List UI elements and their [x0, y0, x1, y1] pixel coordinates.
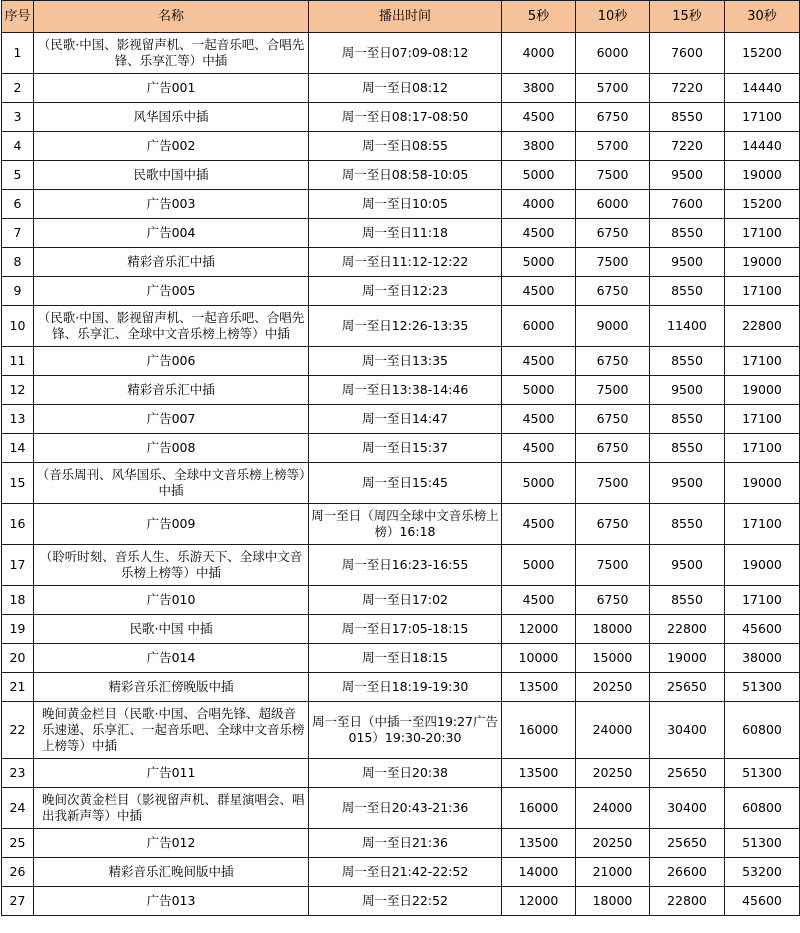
- cell-no: 27: [2, 887, 34, 916]
- cell-name: 民歌·中国 中插: [34, 615, 309, 644]
- header-15s: 15秒: [650, 1, 725, 33]
- cell-s10: 6750: [576, 347, 650, 376]
- cell-s15: 7220: [650, 132, 725, 161]
- cell-s5: 4500: [502, 347, 576, 376]
- cell-no: 7: [2, 219, 34, 248]
- table-row: [2, 586, 800, 615]
- table-row: [2, 858, 800, 887]
- cell-name: 精彩音乐汇中插: [34, 248, 309, 277]
- cell-s30: 17100: [725, 219, 800, 248]
- table-row: [2, 33, 800, 74]
- cell-time: 周一至日12:26-13:35: [309, 306, 502, 347]
- table-row: [2, 829, 800, 858]
- cell-s10: 6750: [576, 504, 650, 545]
- cell-name: 广告006: [34, 347, 309, 376]
- ad-rate-table: [1, 0, 800, 916]
- header-5s: 5秒: [502, 1, 576, 33]
- header-30s: 30秒: [725, 1, 800, 33]
- cell-s10: 20250: [576, 759, 650, 788]
- cell-s15: 8550: [650, 405, 725, 434]
- cell-s30: 19000: [725, 545, 800, 586]
- cell-s5: 10000: [502, 644, 576, 673]
- cell-no: 11: [2, 347, 34, 376]
- cell-s30: 17100: [725, 434, 800, 463]
- cell-s30: 38000: [725, 644, 800, 673]
- cell-s5: 5000: [502, 161, 576, 190]
- cell-s5: 4500: [502, 103, 576, 132]
- cell-no: 22: [2, 702, 34, 759]
- cell-name: 广告002: [34, 132, 309, 161]
- table-row: [2, 306, 800, 347]
- cell-no: 6: [2, 190, 34, 219]
- cell-no: 1: [2, 33, 34, 74]
- cell-s10: 6750: [576, 434, 650, 463]
- table-row: [2, 545, 800, 586]
- cell-s5: 12000: [502, 887, 576, 916]
- cell-no: 15: [2, 463, 34, 504]
- cell-name: 晚间次黄金栏目（影视留声机、群星演唱会、唱出我新声等）中插: [34, 788, 309, 829]
- cell-s30: 17100: [725, 405, 800, 434]
- table-row: [2, 644, 800, 673]
- cell-s30: 17100: [725, 103, 800, 132]
- cell-time: 周一至日08:17-08:50: [309, 103, 502, 132]
- cell-time: 周一至日（周四全球中文音乐榜上榜）16:18: [309, 504, 502, 545]
- header-row: [2, 1, 800, 33]
- cell-s10: 6750: [576, 277, 650, 306]
- cell-s30: 14440: [725, 132, 800, 161]
- cell-s15: 9500: [650, 545, 725, 586]
- cell-s5: 4000: [502, 190, 576, 219]
- cell-s10: 5700: [576, 132, 650, 161]
- cell-s15: 11400: [650, 306, 725, 347]
- cell-s15: 8550: [650, 277, 725, 306]
- cell-name: 广告009: [34, 504, 309, 545]
- cell-s5: 14000: [502, 858, 576, 887]
- cell-time: 周一至日14:47: [309, 405, 502, 434]
- cell-s15: 8550: [650, 504, 725, 545]
- cell-no: 5: [2, 161, 34, 190]
- cell-no: 9: [2, 277, 34, 306]
- table-row: [2, 248, 800, 277]
- cell-s5: 13500: [502, 673, 576, 702]
- table-row: [2, 132, 800, 161]
- cell-s5: 5000: [502, 376, 576, 405]
- cell-s10: 20250: [576, 673, 650, 702]
- cell-s15: 26600: [650, 858, 725, 887]
- cell-s15: 9500: [650, 161, 725, 190]
- cell-name: 精彩音乐汇晚间版中插: [34, 858, 309, 887]
- cell-name: 广告012: [34, 829, 309, 858]
- table-body: [2, 33, 800, 916]
- cell-s30: 17100: [725, 277, 800, 306]
- cell-time: 周一至日17:02: [309, 586, 502, 615]
- cell-time: 周一至日08:12: [309, 74, 502, 103]
- cell-time: 周一至日20:43-21:36: [309, 788, 502, 829]
- cell-s10: 15000: [576, 644, 650, 673]
- cell-no: 16: [2, 504, 34, 545]
- cell-name: 广告007: [34, 405, 309, 434]
- cell-no: 24: [2, 788, 34, 829]
- cell-s5: 4500: [502, 504, 576, 545]
- table-row: [2, 161, 800, 190]
- cell-no: 14: [2, 434, 34, 463]
- cell-name: 广告001: [34, 74, 309, 103]
- cell-s30: 19000: [725, 376, 800, 405]
- cell-time: 周一至日（中插一至四19:27广告015）19:30-20:30: [309, 702, 502, 759]
- cell-s30: 51300: [725, 829, 800, 858]
- cell-name: 广告014: [34, 644, 309, 673]
- cell-s30: 51300: [725, 673, 800, 702]
- cell-s5: 13500: [502, 829, 576, 858]
- cell-no: 10: [2, 306, 34, 347]
- cell-s15: 25650: [650, 673, 725, 702]
- cell-s30: 60800: [725, 702, 800, 759]
- cell-s15: 7600: [650, 190, 725, 219]
- cell-s10: 7500: [576, 248, 650, 277]
- cell-s15: 9500: [650, 376, 725, 405]
- cell-time: 周一至日10:05: [309, 190, 502, 219]
- cell-time: 周一至日13:35: [309, 347, 502, 376]
- table-row: [2, 376, 800, 405]
- cell-s5: 6000: [502, 306, 576, 347]
- cell-s5: 4500: [502, 405, 576, 434]
- table-row: [2, 788, 800, 829]
- cell-no: 17: [2, 545, 34, 586]
- cell-time: 周一至日18:15: [309, 644, 502, 673]
- cell-s15: 19000: [650, 644, 725, 673]
- cell-s10: 6000: [576, 33, 650, 74]
- cell-s15: 7600: [650, 33, 725, 74]
- cell-s15: 22800: [650, 887, 725, 916]
- header-name: 名称: [34, 1, 309, 33]
- cell-name: 民歌中国中插: [34, 161, 309, 190]
- cell-s5: 5000: [502, 463, 576, 504]
- cell-s15: 9500: [650, 463, 725, 504]
- cell-s30: 45600: [725, 887, 800, 916]
- cell-time: 周一至日18:19-19:30: [309, 673, 502, 702]
- cell-no: 21: [2, 673, 34, 702]
- table-row: [2, 887, 800, 916]
- cell-s10: 24000: [576, 702, 650, 759]
- cell-s30: 17100: [725, 504, 800, 545]
- cell-s10: 18000: [576, 887, 650, 916]
- cell-s15: 7220: [650, 74, 725, 103]
- cell-name: （聆听时刻、音乐人生、乐游天下、全球中文音乐榜上榜等）中插: [34, 545, 309, 586]
- cell-s15: 9500: [650, 248, 725, 277]
- cell-no: 26: [2, 858, 34, 887]
- cell-no: 2: [2, 74, 34, 103]
- cell-s15: 8550: [650, 103, 725, 132]
- cell-s15: 30400: [650, 788, 725, 829]
- cell-name: 广告011: [34, 759, 309, 788]
- cell-s10: 18000: [576, 615, 650, 644]
- cell-name: 广告003: [34, 190, 309, 219]
- cell-name: 精彩音乐汇傍晚版中插: [34, 673, 309, 702]
- cell-time: 周一至日22:52: [309, 887, 502, 916]
- cell-s30: 17100: [725, 347, 800, 376]
- cell-no: 4: [2, 132, 34, 161]
- cell-s15: 8550: [650, 347, 725, 376]
- cell-time: 周一至日12:23: [309, 277, 502, 306]
- cell-s10: 7500: [576, 463, 650, 504]
- cell-no: 13: [2, 405, 34, 434]
- header-no: 序号: [2, 1, 34, 33]
- cell-no: 19: [2, 615, 34, 644]
- table-row: [2, 74, 800, 103]
- table-row: [2, 759, 800, 788]
- cell-s10: 9000: [576, 306, 650, 347]
- header-time: 播出时间: [309, 1, 502, 33]
- cell-s5: 5000: [502, 545, 576, 586]
- cell-s30: 45600: [725, 615, 800, 644]
- cell-name: （民歌·中国、影视留声机、一起音乐吧、合唱先锋、乐享汇等）中插: [34, 33, 309, 74]
- cell-s5: 4500: [502, 277, 576, 306]
- cell-s10: 7500: [576, 161, 650, 190]
- cell-name: （音乐周刊、风华国乐、全球中文音乐榜上榜等）中插: [34, 463, 309, 504]
- cell-s5: 16000: [502, 788, 576, 829]
- cell-time: 周一至日08:55: [309, 132, 502, 161]
- cell-s5: 4500: [502, 434, 576, 463]
- table-row: [2, 190, 800, 219]
- cell-s5: 4500: [502, 219, 576, 248]
- cell-s5: 4500: [502, 586, 576, 615]
- table-row: [2, 463, 800, 504]
- cell-s30: 14440: [725, 74, 800, 103]
- cell-name: 风华国乐中插: [34, 103, 309, 132]
- cell-s15: 8550: [650, 219, 725, 248]
- cell-name: 广告010: [34, 586, 309, 615]
- cell-s30: 19000: [725, 463, 800, 504]
- cell-s15: 22800: [650, 615, 725, 644]
- cell-no: 3: [2, 103, 34, 132]
- cell-time: 周一至日13:38-14:46: [309, 376, 502, 405]
- table-row: [2, 277, 800, 306]
- table-row: [2, 673, 800, 702]
- cell-s10: 6750: [576, 586, 650, 615]
- cell-s30: 60800: [725, 788, 800, 829]
- header-10s: 10秒: [576, 1, 650, 33]
- table-row: [2, 103, 800, 132]
- cell-name: 广告013: [34, 887, 309, 916]
- cell-s30: 15200: [725, 33, 800, 74]
- cell-s15: 25650: [650, 829, 725, 858]
- cell-time: 周一至日15:45: [309, 463, 502, 504]
- cell-time: 周一至日21:42-22:52: [309, 858, 502, 887]
- cell-s10: 6750: [576, 103, 650, 132]
- table-row: [2, 434, 800, 463]
- cell-s30: 51300: [725, 759, 800, 788]
- cell-name: 精彩音乐汇中插: [34, 376, 309, 405]
- cell-s15: 25650: [650, 759, 725, 788]
- cell-s5: 13500: [502, 759, 576, 788]
- cell-s30: 15200: [725, 190, 800, 219]
- cell-s15: 30400: [650, 702, 725, 759]
- cell-no: 8: [2, 248, 34, 277]
- cell-name: 晚间黄金栏目（民歌·中国、合唱先锋、超级音乐速递、乐享汇、一起音乐吧、全球中文音乐榜上榜等）中插: [34, 702, 309, 759]
- cell-s10: 7500: [576, 376, 650, 405]
- cell-time: 周一至日11:12-12:22: [309, 248, 502, 277]
- table-row: [2, 405, 800, 434]
- cell-name: 广告004: [34, 219, 309, 248]
- cell-no: 12: [2, 376, 34, 405]
- cell-s5: 3800: [502, 74, 576, 103]
- cell-s10: 20250: [576, 829, 650, 858]
- cell-s10: 6000: [576, 190, 650, 219]
- cell-s10: 6750: [576, 405, 650, 434]
- cell-s30: 19000: [725, 161, 800, 190]
- cell-s10: 6750: [576, 219, 650, 248]
- cell-name: 广告005: [34, 277, 309, 306]
- cell-s5: 16000: [502, 702, 576, 759]
- cell-time: 周一至日11:18: [309, 219, 502, 248]
- cell-s5: 12000: [502, 615, 576, 644]
- cell-time: 周一至日08:58-10:05: [309, 161, 502, 190]
- cell-s15: 8550: [650, 434, 725, 463]
- table-row: [2, 219, 800, 248]
- cell-s10: 5700: [576, 74, 650, 103]
- cell-s30: 22800: [725, 306, 800, 347]
- cell-time: 周一至日20:38: [309, 759, 502, 788]
- cell-no: 20: [2, 644, 34, 673]
- cell-no: 23: [2, 759, 34, 788]
- cell-s5: 5000: [502, 248, 576, 277]
- cell-name: （民歌·中国、影视留声机、一起音乐吧、合唱先锋、乐享汇、全球中文音乐榜上榜等）中插: [34, 306, 309, 347]
- cell-time: 周一至日07:09-08:12: [309, 33, 502, 74]
- table-row: [2, 615, 800, 644]
- cell-s10: 21000: [576, 858, 650, 887]
- cell-no: 25: [2, 829, 34, 858]
- cell-s10: 7500: [576, 545, 650, 586]
- cell-time: 周一至日16:23-16:55: [309, 545, 502, 586]
- cell-s5: 3800: [502, 132, 576, 161]
- table-row: [2, 504, 800, 545]
- cell-no: 18: [2, 586, 34, 615]
- table-row: [2, 347, 800, 376]
- cell-s30: 19000: [725, 248, 800, 277]
- cell-s15: 8550: [650, 586, 725, 615]
- cell-s10: 24000: [576, 788, 650, 829]
- cell-s5: 4000: [502, 33, 576, 74]
- cell-s30: 17100: [725, 586, 800, 615]
- cell-s30: 53200: [725, 858, 800, 887]
- cell-time: 周一至日21:36: [309, 829, 502, 858]
- cell-time: 周一至日17:05-18:15: [309, 615, 502, 644]
- table-row: [2, 702, 800, 759]
- cell-time: 周一至日15:37: [309, 434, 502, 463]
- cell-name: 广告008: [34, 434, 309, 463]
